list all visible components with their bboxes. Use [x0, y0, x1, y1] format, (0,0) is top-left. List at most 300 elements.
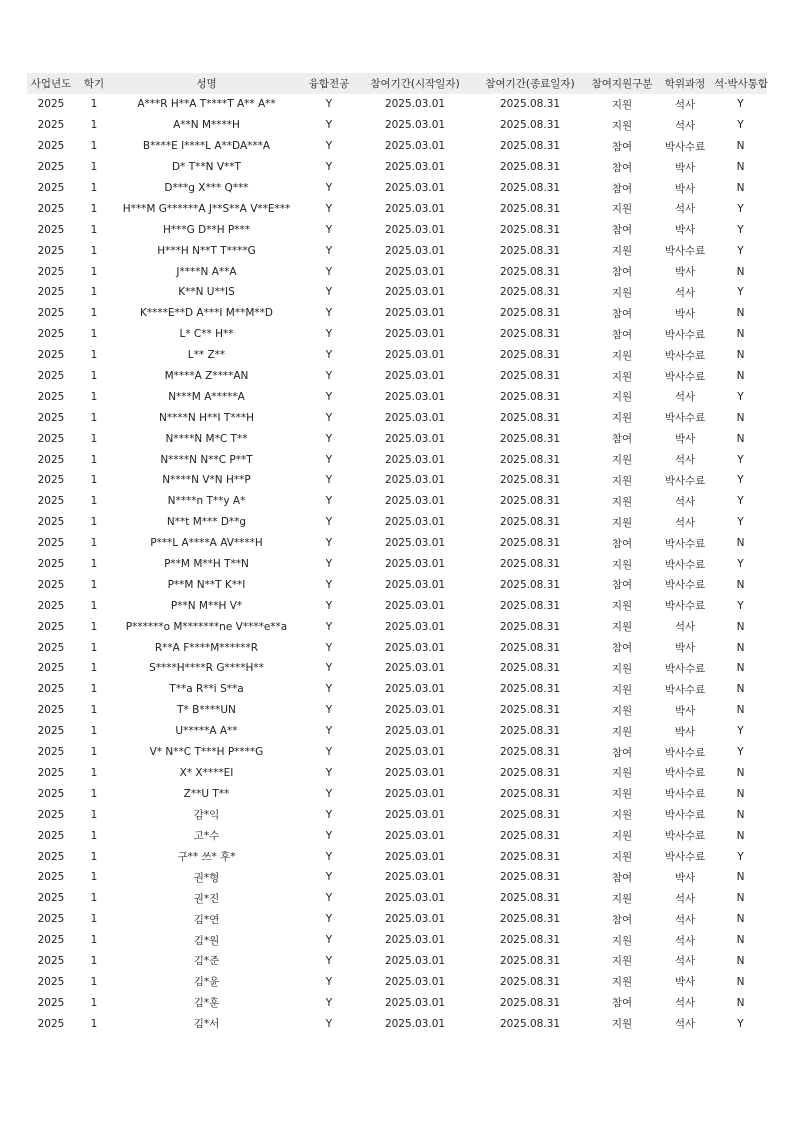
table-row: [27, 804, 767, 825]
support-type-cell: 지원: [611, 683, 633, 696]
participant-table: [27, 73, 767, 1034]
end-date-cell: 2025.08.31: [499, 829, 561, 842]
table-row: [27, 783, 767, 804]
convergence-major-cell: Y: [325, 704, 333, 717]
name-cell: H***M G******A J**S**A V**E***: [122, 202, 291, 215]
year-cell: 2025: [37, 432, 65, 445]
convergence-major-cell: Y: [325, 641, 333, 654]
convergence-major-cell: Y: [325, 871, 333, 884]
name-cell: N****N V*N H**P: [162, 474, 251, 487]
support-type-cell: 참여: [611, 642, 633, 655]
start-date-cell: 2025.03.01: [384, 182, 446, 194]
semester-cell: 1: [90, 913, 98, 926]
semester-cell: 1: [90, 558, 98, 571]
semester-cell: 1: [90, 390, 98, 403]
semester-cell: 1: [90, 641, 98, 654]
table-row: [27, 763, 767, 784]
start-date-cell: 2025.03.01: [384, 578, 446, 591]
end-date-cell: 2025.08.31: [499, 495, 561, 508]
convergence-major-cell: Y: [325, 453, 333, 466]
year-cell: 2025: [37, 328, 65, 341]
table-row: [27, 282, 767, 303]
convergence-major-cell: Y: [325, 620, 333, 633]
year-cell: 2025: [37, 265, 65, 278]
start-date-cell: 2025.03.01: [384, 265, 446, 278]
semester-cell: 1: [90, 766, 98, 779]
degree-program-cell: 박사수료: [664, 474, 706, 487]
table-row: [27, 345, 767, 366]
integrated-program-cell: Y: [737, 850, 744, 863]
convergence-major-cell: Y: [325, 328, 333, 341]
integrated-program-cell: Y: [737, 474, 744, 487]
integrated-program-cell: Y: [737, 390, 744, 403]
support-type-cell: 참여: [611, 140, 633, 153]
year-cell: 2025: [37, 202, 65, 215]
start-date-cell: 2025.03.01: [384, 286, 446, 299]
start-date-cell: 2025.03.01: [384, 558, 446, 571]
integrated-program-cell: N: [736, 161, 745, 174]
table-row: [27, 449, 767, 470]
header-end-date: 참여기간(종료일자): [485, 78, 575, 90]
name-cell: 김*훈: [193, 997, 220, 1010]
table-row: [27, 303, 767, 324]
convergence-major-cell: Y: [325, 202, 333, 215]
convergence-major-cell: Y: [325, 244, 333, 257]
integrated-program-cell: N: [736, 182, 745, 194]
year-cell: 2025: [37, 620, 65, 633]
semester-cell: 1: [90, 787, 98, 800]
degree-program-cell: 박사: [674, 725, 696, 738]
name-cell: N****N H**I T***H: [159, 411, 254, 424]
year-cell: 2025: [37, 829, 65, 842]
convergence-major-cell: Y: [325, 558, 333, 571]
table-row: [27, 470, 767, 491]
table-row: [27, 909, 767, 930]
semester-cell: 1: [90, 119, 98, 132]
integrated-program-cell: Y: [737, 516, 744, 529]
table-row: [27, 867, 767, 888]
table-row: [27, 366, 767, 387]
start-date-cell: 2025.03.01: [384, 808, 446, 821]
name-cell: T**a R**i S**a: [169, 683, 244, 696]
semester-cell: 1: [90, 704, 98, 717]
year-cell: 2025: [37, 683, 65, 696]
degree-program-cell: 박사수료: [664, 662, 706, 675]
convergence-major-cell: Y: [325, 975, 333, 988]
start-date-cell: 2025.03.01: [384, 871, 446, 884]
end-date-cell: 2025.08.31: [499, 119, 561, 132]
support-type-cell: 지원: [611, 704, 633, 717]
semester-cell: 1: [90, 307, 98, 320]
table-row: [27, 679, 767, 700]
end-date-cell: 2025.08.31: [499, 265, 561, 278]
convergence-major-cell: Y: [325, 954, 333, 967]
name-cell: A***R H**A T****T A** A**: [137, 98, 276, 111]
degree-program-cell: 박사: [674, 182, 696, 195]
table-row: [27, 324, 767, 345]
end-date-cell: 2025.08.31: [499, 766, 561, 779]
name-cell: 구** 쓰* 후*: [177, 851, 236, 863]
degree-program-cell: 박사수료: [664, 683, 706, 696]
name-cell: 고*수: [193, 830, 220, 843]
year-cell: 2025: [37, 453, 65, 466]
end-date-cell: 2025.08.31: [499, 453, 561, 466]
integrated-program-cell: N: [736, 954, 745, 967]
degree-program-cell: 박사수료: [664, 788, 706, 801]
start-date-cell: 2025.03.01: [384, 913, 446, 926]
year-cell: 2025: [37, 223, 65, 236]
integrated-program-cell: Y: [737, 202, 744, 215]
degree-program-cell: 석사: [674, 119, 696, 132]
name-cell: H***G D**H P***: [162, 223, 251, 236]
semester-cell: 1: [90, 265, 98, 278]
support-type-cell: 참여: [611, 913, 633, 926]
semester-cell: 1: [90, 537, 98, 550]
degree-program-cell: 박사수료: [664, 412, 706, 425]
support-type-cell: 지원: [611, 662, 633, 675]
convergence-major-cell: Y: [325, 578, 333, 591]
start-date-cell: 2025.03.01: [384, 766, 446, 779]
name-cell: N****N N**C P**T: [160, 453, 253, 466]
degree-program-cell: 박사: [674, 642, 696, 655]
integrated-program-cell: N: [736, 578, 745, 591]
support-type-cell: 참여: [611, 224, 633, 237]
year-cell: 2025: [37, 370, 65, 383]
semester-cell: 1: [90, 620, 98, 633]
name-cell: 김*윤: [193, 976, 220, 989]
degree-program-cell: 박사수료: [664, 370, 706, 383]
name-cell: 김*원: [193, 934, 220, 947]
support-type-cell: 참여: [611, 266, 633, 279]
table-row: [27, 554, 767, 575]
support-type-cell: 지원: [611, 98, 633, 111]
semester-cell: 1: [90, 286, 98, 299]
table-row: [27, 136, 767, 157]
table-row: [27, 386, 767, 407]
semester-cell: 1: [90, 725, 98, 738]
table-row: [27, 491, 767, 512]
start-date-cell: 2025.03.01: [384, 996, 446, 1009]
end-date-cell: 2025.08.31: [499, 432, 561, 445]
integrated-program-cell: Y: [737, 119, 744, 132]
degree-program-cell: 박사: [674, 266, 696, 279]
start-date-cell: 2025.03.01: [384, 934, 446, 947]
name-cell: H***H N**T T****G: [157, 244, 256, 257]
end-date-cell: 2025.08.31: [499, 516, 561, 529]
semester-cell: 1: [90, 746, 98, 759]
convergence-major-cell: Y: [325, 370, 333, 383]
name-cell: P**M M**H T**N: [164, 558, 249, 571]
convergence-major-cell: Y: [325, 662, 333, 675]
semester-cell: 1: [90, 432, 98, 445]
semester-cell: 1: [90, 98, 98, 111]
start-date-cell: 2025.03.01: [384, 307, 446, 320]
degree-program-cell: 석사: [674, 997, 696, 1010]
end-date-cell: 2025.08.31: [499, 244, 561, 257]
degree-program-cell: 박사수료: [664, 579, 706, 592]
name-cell: N****N M*C T**: [165, 432, 248, 445]
support-type-cell: 지원: [611, 286, 633, 299]
start-date-cell: 2025.03.01: [384, 98, 446, 111]
name-cell: R**A F****M******R: [154, 641, 259, 654]
support-type-cell: 참여: [611, 746, 633, 759]
year-cell: 2025: [37, 307, 65, 320]
integrated-program-cell: N: [736, 808, 745, 821]
year-cell: 2025: [37, 766, 65, 779]
convergence-major-cell: Y: [325, 913, 333, 926]
end-date-cell: 2025.08.31: [499, 390, 561, 403]
start-date-cell: 2025.03.01: [384, 620, 446, 633]
name-cell: D* T**N V**T: [172, 161, 241, 174]
integrated-program-cell: N: [736, 766, 745, 779]
end-date-cell: 2025.08.31: [499, 954, 561, 967]
year-cell: 2025: [37, 704, 65, 717]
support-type-cell: 지원: [611, 516, 633, 529]
semester-cell: 1: [90, 578, 98, 591]
year-cell: 2025: [37, 808, 65, 821]
table-row: [27, 930, 767, 951]
integrated-program-cell: N: [736, 871, 745, 884]
semester-cell: 1: [90, 495, 98, 508]
name-cell: P**M N**T K**I: [167, 578, 246, 591]
degree-program-cell: 박사수료: [664, 600, 706, 613]
start-date-cell: 2025.03.01: [384, 641, 446, 654]
end-date-cell: 2025.08.31: [499, 871, 561, 884]
support-type-cell: 지원: [611, 370, 633, 383]
name-cell: X* X****EI: [179, 766, 234, 779]
semester-cell: 1: [90, 370, 98, 383]
degree-program-cell: 박사: [674, 307, 696, 320]
year-cell: 2025: [37, 641, 65, 654]
year-cell: 2025: [37, 892, 65, 905]
start-date-cell: 2025.03.01: [384, 787, 446, 800]
integrated-program-cell: Y: [737, 599, 744, 612]
degree-program-cell: 석사: [674, 892, 696, 905]
semester-cell: 1: [90, 349, 98, 362]
support-type-cell: 지원: [611, 495, 633, 508]
support-type-cell: 지원: [611, 830, 633, 843]
start-date-cell: 2025.03.01: [384, 662, 446, 675]
convergence-major-cell: Y: [325, 307, 333, 320]
convergence-major-cell: Y: [325, 599, 333, 612]
integrated-program-cell: N: [736, 432, 745, 445]
integrated-program-cell: N: [736, 537, 745, 550]
end-date-cell: 2025.08.31: [499, 975, 561, 988]
year-cell: 2025: [37, 725, 65, 738]
table-row: [27, 178, 767, 199]
convergence-major-cell: Y: [325, 683, 333, 696]
name-cell: S****H****R G****H**: [149, 662, 264, 675]
degree-program-cell: 석사: [674, 495, 696, 508]
semester-cell: 1: [90, 975, 98, 988]
start-date-cell: 2025.03.01: [384, 390, 446, 403]
integrated-program-cell: Y: [737, 558, 744, 571]
integrated-program-cell: N: [736, 265, 745, 278]
integrated-program-cell: Y: [737, 244, 744, 257]
end-date-cell: 2025.08.31: [499, 996, 561, 1009]
year-cell: 2025: [37, 996, 65, 1009]
start-date-cell: 2025.03.01: [384, 537, 446, 550]
degree-program-cell: 석사: [674, 913, 696, 926]
support-type-cell: 참여: [611, 537, 633, 550]
end-date-cell: 2025.08.31: [499, 1017, 561, 1030]
year-cell: 2025: [37, 578, 65, 591]
year-cell: 2025: [37, 662, 65, 675]
name-cell: P******o M*******ne V****e**a: [125, 620, 288, 633]
table-row: [27, 825, 767, 846]
integrated-program-cell: Y: [737, 495, 744, 508]
integrated-program-cell: N: [736, 140, 745, 153]
year-cell: 2025: [37, 411, 65, 424]
table-row: [27, 846, 767, 867]
semester-cell: 1: [90, 244, 98, 257]
end-date-cell: 2025.08.31: [499, 725, 561, 738]
start-date-cell: 2025.03.01: [384, 244, 446, 257]
start-date-cell: 2025.03.01: [384, 683, 446, 696]
integrated-program-cell: Y: [737, 1017, 744, 1030]
semester-cell: 1: [90, 850, 98, 863]
degree-program-cell: 박사수료: [664, 746, 706, 759]
integrated-program-cell: N: [736, 349, 745, 362]
convergence-major-cell: Y: [325, 934, 333, 947]
end-date-cell: 2025.08.31: [499, 808, 561, 821]
degree-program-cell: 박사: [674, 433, 696, 446]
start-date-cell: 2025.03.01: [384, 746, 446, 759]
convergence-major-cell: Y: [325, 182, 333, 194]
support-type-cell: 지원: [611, 955, 633, 968]
start-date-cell: 2025.03.01: [384, 954, 446, 967]
integrated-program-cell: N: [736, 307, 745, 320]
table-row: [27, 157, 767, 178]
degree-program-cell: 박사수료: [664, 537, 706, 550]
header-support-type: 참여지원구분: [591, 78, 653, 90]
degree-program-cell: 석사: [674, 391, 696, 404]
semester-cell: 1: [90, 871, 98, 884]
year-cell: 2025: [37, 787, 65, 800]
convergence-major-cell: Y: [325, 1017, 333, 1030]
degree-program-cell: 박사: [674, 871, 696, 884]
support-type-cell: 지원: [611, 767, 633, 780]
end-date-cell: 2025.08.31: [499, 182, 561, 194]
year-cell: 2025: [37, 349, 65, 362]
table-row: [27, 261, 767, 282]
end-date-cell: 2025.08.31: [499, 307, 561, 320]
semester-cell: 1: [90, 683, 98, 696]
integrated-program-cell: N: [736, 662, 745, 675]
degree-program-cell: 박사수료: [664, 767, 706, 780]
year-cell: 2025: [37, 871, 65, 884]
header-start-date: 참여기간(시작일자): [370, 78, 460, 90]
semester-cell: 1: [90, 328, 98, 341]
end-date-cell: 2025.08.31: [499, 474, 561, 487]
header-degree-program: 학위과정: [664, 78, 706, 90]
support-type-cell: 지원: [611, 976, 633, 989]
degree-program-cell: 박사수료: [664, 809, 706, 822]
start-date-cell: 2025.03.01: [384, 119, 446, 132]
table-row: [27, 721, 767, 742]
year-cell: 2025: [37, 244, 65, 257]
name-cell: U*****A A**: [175, 725, 238, 738]
start-date-cell: 2025.03.01: [384, 495, 446, 508]
start-date-cell: 2025.03.01: [384, 453, 446, 466]
degree-program-cell: 석사: [674, 203, 696, 216]
table-row: [27, 992, 767, 1013]
integrated-program-cell: N: [736, 328, 745, 341]
name-cell: A**N M****H: [173, 119, 240, 132]
end-date-cell: 2025.08.31: [499, 202, 561, 215]
support-type-cell: 참여: [611, 328, 633, 341]
integrated-program-cell: N: [736, 370, 745, 383]
table-row: [27, 428, 767, 449]
end-date-cell: 2025.08.31: [499, 537, 561, 550]
start-date-cell: 2025.03.01: [384, 829, 446, 842]
start-date-cell: 2025.03.01: [384, 704, 446, 717]
degree-program-cell: 박사: [674, 976, 696, 989]
semester-cell: 1: [90, 954, 98, 967]
semester-cell: 1: [90, 516, 98, 529]
header-row: [27, 73, 767, 94]
integrated-program-cell: N: [736, 975, 745, 988]
convergence-major-cell: Y: [325, 161, 333, 174]
table-row: [27, 637, 767, 658]
name-cell: L* C** H**: [179, 328, 234, 341]
year-cell: 2025: [37, 474, 65, 487]
table-row: [27, 94, 767, 115]
integrated-program-cell: Y: [737, 98, 744, 111]
convergence-major-cell: Y: [325, 892, 333, 905]
header-year: 사업년도: [30, 78, 72, 90]
convergence-major-cell: Y: [325, 265, 333, 278]
integrated-program-cell: N: [736, 829, 745, 842]
degree-program-cell: 박사수료: [664, 245, 706, 258]
end-date-cell: 2025.08.31: [499, 934, 561, 947]
support-type-cell: 참여: [611, 997, 633, 1010]
year-cell: 2025: [37, 182, 65, 194]
semester-cell: 1: [90, 1017, 98, 1030]
support-type-cell: 지원: [611, 1018, 633, 1031]
start-date-cell: 2025.03.01: [384, 202, 446, 215]
year-cell: 2025: [37, 119, 65, 132]
end-date-cell: 2025.08.31: [499, 349, 561, 362]
year-cell: 2025: [37, 161, 65, 174]
year-cell: 2025: [37, 975, 65, 988]
name-cell: L** Z**: [187, 349, 226, 362]
semester-cell: 1: [90, 140, 98, 153]
table-row: [27, 971, 767, 992]
integrated-program-cell: Y: [737, 746, 744, 759]
name-cell: 김*서: [193, 1018, 220, 1031]
convergence-major-cell: Y: [325, 516, 333, 529]
end-date-cell: 2025.08.31: [499, 746, 561, 759]
support-type-cell: 참여: [611, 433, 633, 446]
convergence-major-cell: Y: [325, 474, 333, 487]
table-row: [27, 888, 767, 909]
support-type-cell: 참여: [611, 161, 633, 174]
start-date-cell: 2025.03.01: [384, 140, 446, 153]
support-type-cell: 참여: [611, 579, 633, 592]
end-date-cell: 2025.08.31: [499, 411, 561, 424]
degree-program-cell: 석사: [674, 1018, 696, 1031]
end-date-cell: 2025.08.31: [499, 98, 561, 111]
start-date-cell: 2025.03.01: [384, 1017, 446, 1030]
support-type-cell: 지원: [611, 809, 633, 822]
start-date-cell: 2025.03.01: [384, 975, 446, 988]
convergence-major-cell: Y: [325, 390, 333, 403]
start-date-cell: 2025.03.01: [384, 892, 446, 905]
end-date-cell: 2025.08.31: [499, 370, 561, 383]
support-type-cell: 지원: [611, 203, 633, 216]
semester-cell: 1: [90, 453, 98, 466]
